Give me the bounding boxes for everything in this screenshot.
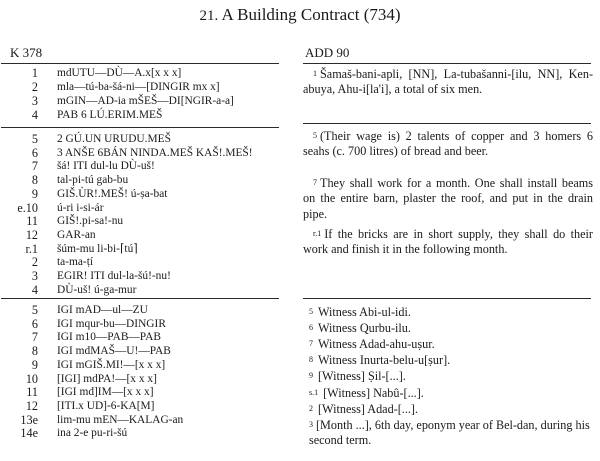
line-number: 11: [26, 214, 38, 229]
transliteration-text: IGI mGIŠ.MI!—[x x x]: [57, 358, 166, 371]
page-title: [0, 5, 600, 25]
witness-entry: [309, 401, 595, 416]
witness-entry: [309, 352, 595, 367]
transliteration-text: [IGI md]IM—[x x x]: [57, 386, 154, 399]
line-number: 4: [31, 108, 38, 123]
section-divider: [1, 63, 279, 64]
line-number: 4: [31, 282, 38, 297]
transliteration-line: [0, 132, 290, 146]
witness-entry: [309, 417, 593, 449]
line-ref: r.1: [313, 229, 322, 238]
section-divider: [303, 298, 591, 299]
line-ref: 9: [309, 371, 313, 381]
transliteration-line: [0, 426, 290, 440]
transliteration-line: [0, 372, 290, 386]
transliteration-text: EGIR! ITI dul-la-šú!-nu!: [57, 270, 171, 282]
transliteration-line: [0, 330, 290, 344]
transliteration-text: IGI mqur-bu—DINGIR: [57, 317, 166, 330]
transliteration-text: ina 2-e pu-ri-šú: [57, 427, 128, 440]
line-number: r.1: [25, 241, 38, 256]
translation-paragraph: [303, 128, 593, 160]
transliteration-line: [0, 358, 290, 372]
witness-text: Witness Qurbu-ilu.: [318, 321, 411, 336]
line-number: 9: [31, 186, 38, 201]
line-number: 14e: [20, 426, 38, 441]
line-number: 13e: [20, 412, 38, 427]
translation-paragraph: [303, 175, 593, 222]
line-number: 5: [31, 303, 38, 317]
transliteration-line: [0, 413, 290, 427]
transliteration-line: [0, 108, 290, 122]
transliteration-line: [0, 283, 290, 297]
transliteration-text: mdUTU—DÙ—A.x[x x x]: [57, 67, 182, 79]
transliteration-text: IGI mdMAŠ—U!—PAB: [57, 345, 171, 358]
witness-entry: [309, 336, 595, 351]
line-number: 6: [31, 316, 38, 331]
line-number: 2: [31, 255, 38, 270]
transliteration-line: [0, 317, 290, 331]
line-ref: 3: [309, 419, 313, 429]
transliteration-text: 2 GÚ.UN URUDU.MEŠ: [57, 133, 171, 145]
witness-entry: [309, 304, 595, 319]
transliteration-text: 3 ANŠE 6BÁN NINDA.MEŠ KAŠ!.MEŠ!: [57, 146, 253, 159]
line-ref: s.1: [309, 387, 319, 397]
line-number: 2: [31, 80, 38, 95]
transliteration-text: šá! ITI dul-lu DÙ-uš!: [57, 160, 155, 173]
transliteration-text: GIŠ!.pi-sa!-nu: [57, 215, 124, 228]
witness-entry: [309, 368, 595, 383]
translation-text: If the bricks are in short supply, they shall do their work and finish it in the following month.: [303, 227, 593, 257]
line-number: 8: [31, 173, 38, 188]
witness-entry: [309, 385, 595, 400]
translation-text: They shall work for a month. One shall install beams on the entire barn, plaster the roof, and put in the drain pipe.: [303, 176, 593, 221]
source-label: K 378: [10, 45, 43, 60]
transliteration-line: [0, 214, 290, 228]
transliteration-line: [0, 385, 290, 399]
line-ref: 7: [313, 178, 317, 187]
line-number: 10: [25, 371, 38, 386]
line-ref: 6: [309, 323, 313, 333]
line-number: 12: [25, 227, 38, 242]
transliteration-text: DÙ-uš! ú-ga-mur: [57, 283, 137, 296]
section-divider: [1, 298, 279, 299]
transliteration-text: [IGI] mdPA!—[x x x]: [57, 372, 157, 385]
transliteration-text: mla—tú-ba-šá-ni—[DINGIR mx x]: [57, 81, 220, 94]
transliteration-line: [0, 242, 290, 256]
witness-text: [Witness] Ṣil-[...].: [318, 369, 406, 384]
line-number: 7: [31, 159, 38, 174]
text-range: (734): [363, 5, 401, 24]
line-number: e.10: [17, 200, 38, 215]
transliteration-line: [0, 399, 290, 413]
line-number: 3: [31, 94, 38, 109]
line-ref: 1: [313, 69, 317, 78]
line-number: 11: [26, 385, 38, 400]
line-number: 7: [31, 330, 38, 345]
transliteration-text: ta-ma-ṭí: [57, 256, 94, 269]
line-ref: 7: [309, 339, 313, 349]
witness-text: [Witness] Nabû-[...].: [323, 385, 424, 400]
transliteration-line: [0, 201, 290, 215]
transliteration-line: [0, 146, 290, 160]
transliteration-text: ú-ri i-si-ár: [57, 201, 104, 214]
text-number: 21.: [199, 8, 219, 24]
transliteration-line: [0, 344, 290, 358]
transliteration-line: [0, 173, 290, 187]
transliteration-text: GIŠ.ÙR!.MEŠ! ú-ṣa-bat: [57, 187, 168, 200]
transliteration-text: IGI m10—PAB—PAB: [57, 331, 161, 344]
transliteration-text: PAB 6 LÚ.ERIM.MEŠ: [57, 109, 163, 122]
line-ref: 8: [309, 355, 313, 365]
transliteration-text: GAR-an: [57, 228, 96, 241]
line-number: 6: [31, 145, 38, 160]
line-number: 8: [31, 344, 38, 359]
line-number: 5: [31, 132, 38, 146]
translation-text: (Their wage is) 2 talents of copper and 3 homers 6 seahs (c. 700 litres) of bread and beer.: [303, 129, 593, 159]
transliteration-line: [0, 187, 290, 201]
line-number: 12: [25, 398, 38, 413]
section-divider: [1, 127, 279, 128]
transliteration-line: [0, 269, 290, 283]
source-label: ADD 90: [305, 45, 350, 60]
witness-text: Witness Adad-ahu-uṣur.: [318, 337, 435, 352]
section-divider: [303, 63, 591, 64]
transliteration-line: [0, 94, 290, 108]
line-ref: 2: [309, 403, 313, 413]
witness-text: Witness Abi-ul-idi.: [318, 305, 411, 319]
witness-text: Witness Inurta-belu-u[ṣur].: [318, 353, 451, 368]
transliteration-text: IGI mAD—ul—ZU: [57, 304, 148, 316]
transliteration-line: [0, 80, 290, 94]
section-divider: [303, 123, 591, 124]
translation-paragraph: [303, 66, 593, 98]
transliteration-line: [0, 255, 290, 269]
translation-paragraph: [303, 226, 593, 258]
transliteration-text: tal-pi-tú gab-bu: [57, 174, 129, 187]
witness-entry: [309, 320, 595, 335]
translation-text: Šamaš-bani-apli, [NN], La-tubašanni-[ilu, NN], Ken-abuya, Ahu-i[la'i], a total of six men.: [303, 67, 593, 97]
transliteration-text: mGIN—AD-ia mŠEŠ—DI[NGIR-a-a]: [57, 95, 234, 108]
transliteration-line: [0, 303, 290, 317]
line-number: 3: [31, 269, 38, 283]
transliteration-line: [0, 159, 290, 173]
text-title: A Building Contract: [221, 5, 360, 24]
transliteration-text: šúm-mu li-bi-⌈tú⌉: [57, 242, 138, 255]
transliteration-text: lim-mu mEN—KALAG-an: [57, 413, 184, 426]
witness-text: [Witness] Adad-[...].: [318, 401, 419, 416]
line-number: 9: [31, 357, 38, 372]
transliteration-line: [0, 228, 290, 242]
line-ref: 5: [313, 131, 317, 140]
transliteration-text: [ITI.x UD]-6-KA[M]: [57, 399, 155, 412]
witness-text: [Month ...], 6th day, eponym year of Bel-dan, during his second term.: [309, 417, 590, 448]
line-ref: 5: [309, 307, 313, 316]
line-number: 1: [31, 66, 38, 80]
transliteration-line: [0, 66, 290, 80]
